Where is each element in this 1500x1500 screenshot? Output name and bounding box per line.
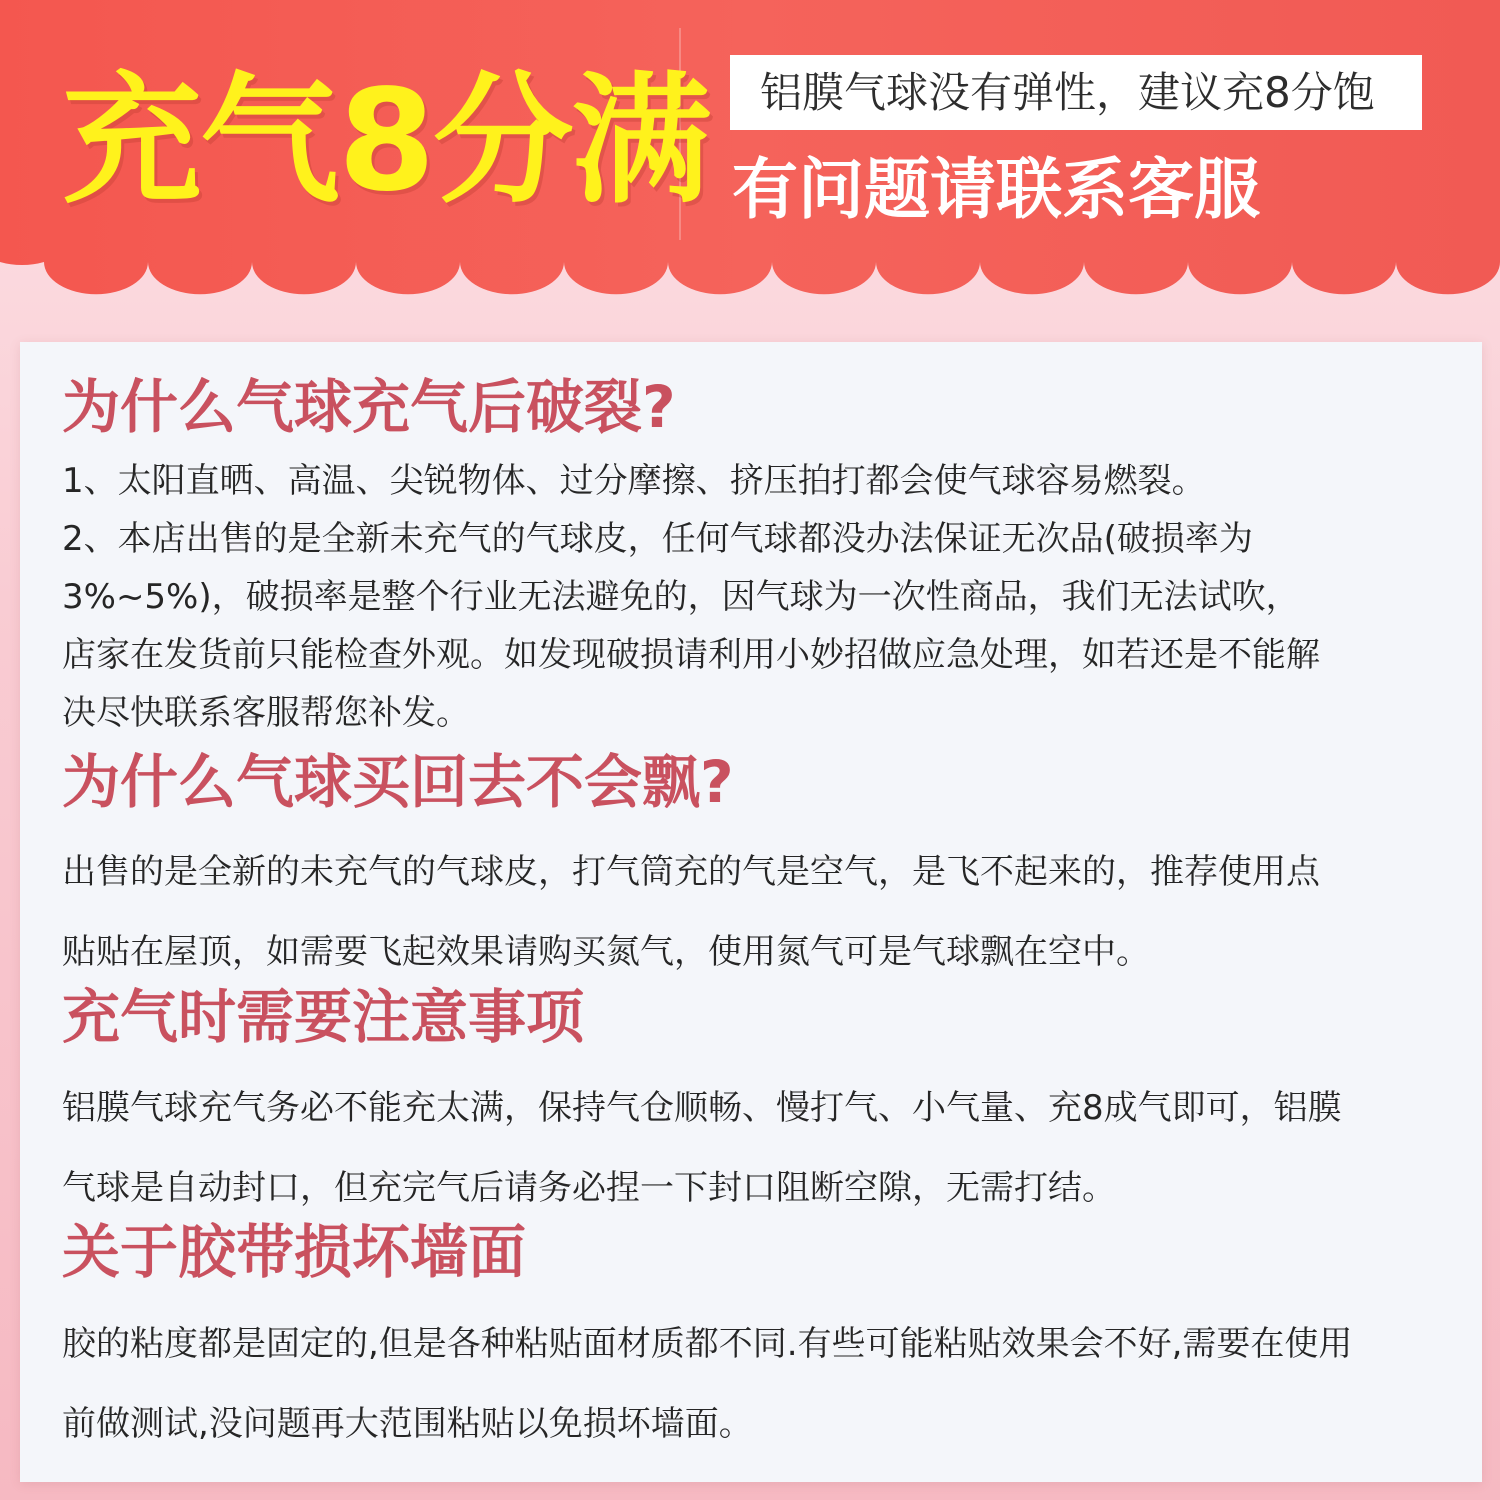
section-body [62, 452, 1320, 742]
content-card [20, 342, 1482, 1482]
body-line: 2、本店出售的是全新未充气的气球皮，任何气球都没办法保证无次品(破损率为 [62, 519, 1253, 559]
section-body [62, 1304, 1352, 1464]
tip-box [730, 55, 1422, 130]
body-line: 铝膜气球充气务必不能充太满，保持气仓顺畅、慢打气、小气量、充8成气即可，铝膜 [62, 1088, 1342, 1128]
header-banner [0, 0, 1500, 330]
body-line: 气球是自动封口，但充完气后请务必捏一下封口阻断空隙，无需打结。 [62, 1168, 1116, 1208]
body-line: 出售的是全新的未充气的气球皮，打气筒充的气是空气，是飞不起来的，推荐使用点 [62, 852, 1320, 892]
body-line: 前做测试,没问题再大范围粘贴以免损坏墙面。 [62, 1404, 753, 1444]
section-body [62, 1068, 1342, 1228]
section-body [62, 832, 1320, 992]
body-line: 贴贴在屋顶，如需要飞起效果请购买氮气，使用氮气可是气球飘在空中。 [62, 932, 1150, 972]
contact-text: 有问题请联系客服 [732, 151, 1260, 228]
tip-text: 铝膜气球没有弹性，建议充8分饱 [760, 68, 1375, 117]
section-title: 充气时需要注意事项 [62, 983, 585, 1051]
body-line: 决尽快联系客服帮您补发。 [62, 693, 470, 733]
body-line: 1、太阳直晒、高温、尖锐物体、过分摩擦、挤压拍打都会使气球容易燃裂。 [62, 461, 1206, 501]
section-title: 为什么气球充气后破裂? [62, 373, 676, 441]
section-title: 为什么气球买回去不会飘? [62, 748, 734, 816]
body-line: 胶的粘度都是固定的,但是各种粘贴面材质都不同.有些可能粘贴效果会不好,需要在使用 [62, 1324, 1353, 1364]
body-line: 店家在发货前只能检查外观。如发现破损请利用小妙招做应急处理，如若还是不能解 [62, 635, 1320, 675]
headline: 充气8分满 [62, 60, 710, 223]
body-line: 3%~5%)，破损率是整个行业无法避免的，因气球为一次性商品，我们无法试吹， [62, 577, 1300, 617]
section-title: 关于胶带损坏墙面 [62, 1218, 527, 1286]
